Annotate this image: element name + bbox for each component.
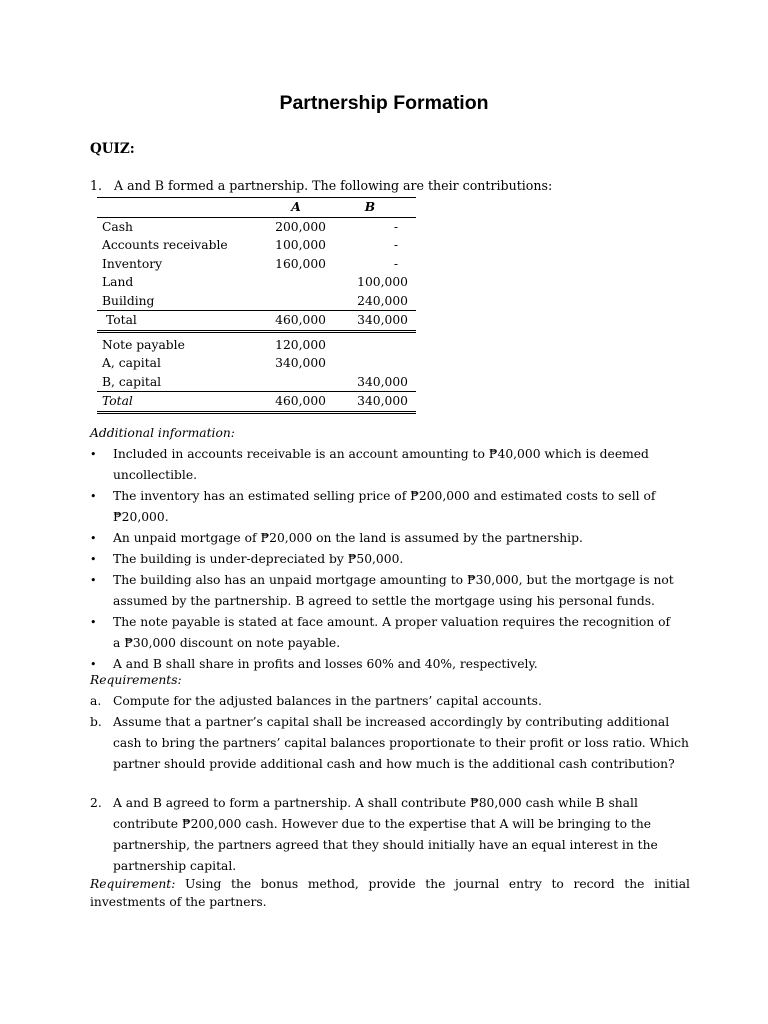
bullet-icon: • [90,574,97,587]
list-item [90,654,680,675]
table-cell: Cash [102,219,133,234]
table-cell: Land [102,275,134,289]
list-item [90,486,680,528]
list-item-text: Assume that a partner’s capital shall be increased accordingly by contributing additional cash to bring the partners’ capital balances proportionate to their profit or loss ratio. Which partner should provide additional cash and how much is the additional cash contribution? [113,715,689,771]
list-item-letter: b. [90,715,102,729]
table-cell: B, capital [102,374,162,389]
table-cell: 340,000 [275,356,326,370]
table-header-row [97,198,416,218]
bullet-icon: • [90,490,97,503]
question-2-text: A and B agreed to form a partnership. A shall contribute ₱80,000 cash while B shall contribute ₱200,000 cash. However due to the expertise that A will be bringing to the partnership, the partners agreed that they should initially have an equal interest in the partnership capital. [113,796,658,873]
bullet-icon: • [90,658,97,671]
table-header-cell: A [266,198,332,218]
table-cell: - [393,238,398,252]
question-2-requirement [90,875,690,911]
table-row [97,217,416,236]
table-total-row [97,392,416,413]
list-item [90,444,680,486]
additional-info-list [90,444,680,675]
page-title: Partnership Formation [279,92,489,114]
table-cell: Note payable [102,337,185,352]
table-cell [332,354,416,373]
table-cell: 340,000 [357,374,408,389]
list-item [90,612,680,654]
table-cell: 120,000 [275,337,326,352]
bullet-icon: • [90,553,97,566]
question-1 [90,175,552,196]
table-cell: Accounts receivable [102,238,228,252]
table-cell: 100,000 [357,275,408,289]
bullet-icon: • [90,448,97,461]
table-cell: 460,000 [266,311,332,332]
additional-info-heading: Additional information: [90,426,235,440]
table-cell: A, capital [102,356,161,370]
list-item [90,691,690,712]
table-cell: 240,000 [357,293,408,308]
table-cell [332,331,416,354]
table-cell [266,373,332,392]
table-cell: 460,000 [266,392,332,413]
list-item [90,712,690,775]
requirement-label: Requirement: [90,877,176,891]
contributions-table [97,197,416,414]
list-item-text: Compute for the adjusted balances in the partners’ capital accounts. [113,694,542,708]
table-header-cell [97,198,266,218]
table-row [97,236,416,255]
table-row [97,354,416,373]
list-item [90,528,680,549]
quiz-label: QUIZ: [90,141,135,157]
question-1-number: 1. [90,178,103,193]
list-item-text: The note payable is stated at face amount. A proper valuation requires the recognition of a ₱30,000 discount on note payable. [113,615,671,650]
requirements-heading: Requirements: [90,673,182,687]
list-item [90,570,680,612]
table-total-row [97,311,416,332]
table-header-cell: B [332,198,416,218]
table-cell: 200,000 [275,219,326,234]
table-row [97,292,416,311]
list-item-text: An unpaid mortgage of ₱20,000 on the land is assumed by the partnership. [113,531,583,545]
table-cell: 340,000 [332,311,416,332]
table-cell: - [393,219,398,234]
question-1-text: A and B formed a partnership. The following are their contributions: [114,178,553,193]
table-cell: 340,000 [332,392,416,413]
list-item-text: Included in accounts receivable is an account amounting to ₱40,000 which is deemed uncollectible. [113,447,649,482]
list-item-text: The inventory has an estimated selling price of ₱200,000 and estimated costs to sell of ₱20,000. [113,489,656,524]
table-cell [266,292,332,311]
table-cell: - [393,256,398,271]
bullet-icon: • [90,532,97,545]
question-2 [90,793,680,877]
table-row [97,373,416,392]
question-2-number: 2. [90,796,102,810]
table-cell: 160,000 [275,256,326,271]
table-row [97,255,416,274]
requirements-list [90,691,690,775]
table-cell [266,273,332,292]
table-cell: Total [97,392,266,413]
table-row [97,331,416,354]
table-cell: Inventory [102,256,163,271]
list-item-text: The building is under-depreciated by ₱50,000. [113,552,404,566]
table-cell: 100,000 [275,238,326,252]
table-cell: Building [102,293,155,308]
list-item-text: The building also has an unpaid mortgage amounting to ₱30,000, but the mortgage is not assumed by the partnership. B agreed to settle the mortgage using his personal funds. [113,573,674,608]
requirement-text: Using the bonus method, provide the journal entry to record the initial investments of the partners. [90,877,690,909]
table-cell: Total [97,311,266,332]
table-row [97,273,416,292]
bullet-icon: • [90,616,97,629]
list-item [90,549,680,570]
list-item-text: A and B shall share in profits and losses 60% and 40%, respectively. [113,657,538,671]
list-item-letter: a. [90,694,102,708]
